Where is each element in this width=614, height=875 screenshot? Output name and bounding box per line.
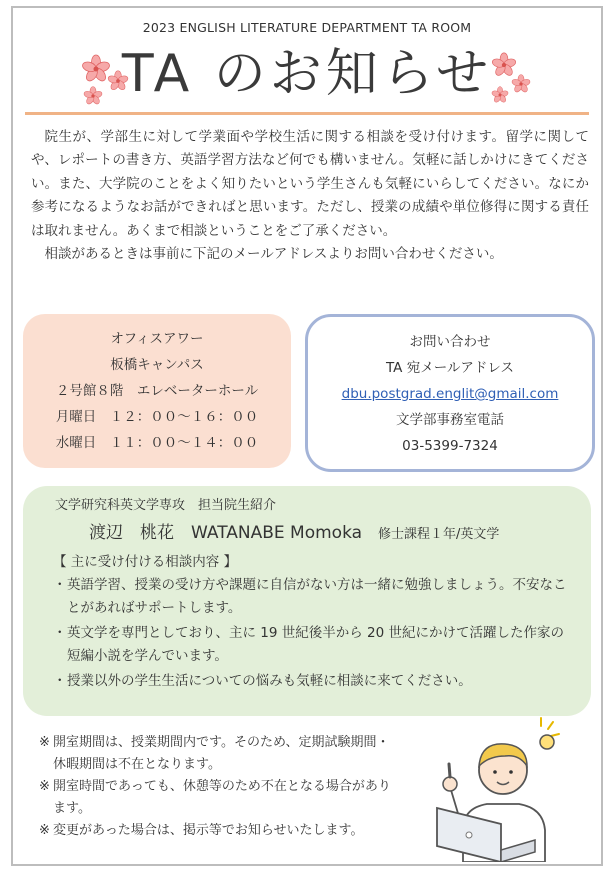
ta-intro-box bbox=[23, 486, 591, 716]
note-item bbox=[39, 732, 399, 776]
notice-page bbox=[11, 6, 603, 866]
office-wednesday-hours: 水曜日 １１：００～１４：００ bbox=[55, 435, 259, 451]
note-text: 開室期間は、授業期間内です。そのため、定期試験期間・休暇期間は不在となります。 bbox=[53, 735, 390, 772]
office-campus: 板橋キャンパス bbox=[110, 357, 204, 373]
office-hours-heading: オフィスアワー bbox=[110, 331, 204, 347]
email-link[interactable]: dbu.postgrad.englit@gmail.com bbox=[341, 386, 559, 402]
ta-name: 渡辺 桃花 WATANABE Momoka bbox=[89, 523, 363, 543]
bullet-text: 英文学を専門としており、主に 19 世紀後半から 20 世紀にかけて活躍した作家の短編小説を学んでいます。 bbox=[67, 625, 565, 664]
note-mark: ※ bbox=[39, 779, 50, 794]
ta-name-line bbox=[89, 518, 499, 543]
office-monday-hours: 月曜日 １２：００～１６：００ bbox=[55, 409, 259, 425]
intro-text bbox=[31, 126, 589, 266]
intro-paragraph: 院生が、学部生に対して学業面や学校生活に関する相談を受け付けます。留学に関してや、レポートの書き方、英語学習方法など何でも構いません。気軽に話しかけにきてください。また、大学院のことをよく知りたいという学生さんも気軽にいらしてください。なにか参考になるようなお話ができればと思います。ただし、授業の成績や単位修得に関する責任は取れません。あくまで相談ということをご了承ください。 bbox=[31, 129, 589, 239]
consult-heading: 【 主に受け付ける相談内容 】 bbox=[53, 554, 238, 570]
phone-number: 03-5399-7324 bbox=[402, 438, 498, 454]
phone-label: 文学部事務室電話 bbox=[396, 412, 504, 428]
note-mark: ※ bbox=[39, 823, 50, 838]
bullet-text: 英語学習、授業の受け方や課題に自信がない方は一緒に勉強しましょう。不安なことがあればサポートします。 bbox=[67, 577, 567, 616]
list-item bbox=[53, 574, 573, 620]
contact-box bbox=[305, 314, 595, 472]
office-hours-box bbox=[23, 314, 291, 468]
student-laptop-idea-illustration bbox=[423, 712, 593, 862]
ta-degree: 修士課程１年/英文学 bbox=[378, 527, 500, 542]
intro-paragraph: 相談があるときは事前に下記のメールアドレスよりお問い合わせください。 bbox=[44, 246, 503, 263]
notes-list bbox=[39, 732, 399, 842]
list-item bbox=[53, 670, 573, 693]
bullet-mark: ・ bbox=[53, 577, 67, 593]
note-item bbox=[39, 820, 399, 842]
bullet-mark: ・ bbox=[53, 673, 67, 689]
note-item bbox=[39, 776, 399, 820]
ta-heading: 文学研究科英文学専攻 担当院生紹介 bbox=[55, 498, 277, 513]
office-location: ２号館８階 エレベーターホール bbox=[55, 383, 259, 399]
note-mark: ※ bbox=[39, 735, 50, 750]
note-text: 変更があった場合は、掲示等でお知らせいたします。 bbox=[53, 823, 364, 838]
contact-heading: お問い合わせ bbox=[409, 334, 491, 350]
note-text: 開室時間であっても、休憩等のため不在となる場合があります。 bbox=[53, 779, 391, 816]
bullet-mark: ・ bbox=[53, 625, 67, 641]
list-item bbox=[53, 622, 573, 668]
bullet-text: 授業以外の学生生活についての悩みも気軽に相談に来てください。 bbox=[67, 673, 472, 689]
page-title: TA のお知らせ bbox=[121, 44, 493, 104]
email-label: TA 宛メールアドレス bbox=[385, 360, 515, 376]
department-heading: 2023 ENGLISH LITERATURE DEPARTMENT TA ROOM bbox=[142, 20, 472, 35]
title-divider bbox=[25, 112, 589, 115]
